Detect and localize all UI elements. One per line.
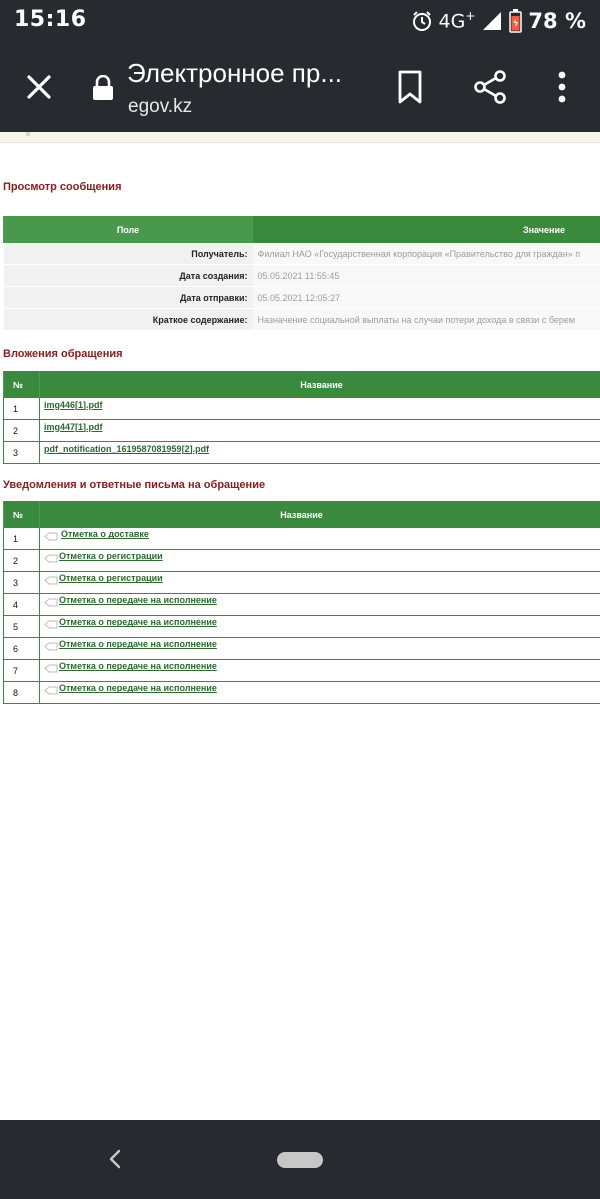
row-number: 6 [4,638,40,660]
number-column-header: № [4,371,40,398]
status-icons [411,6,586,36]
notification-link[interactable]: Отметка о регистрации [59,551,163,562]
status-time: 15:16 [14,7,87,32]
tag-icon [44,532,58,541]
network-type: 4G+ [438,9,476,33]
page-title: Электронное пр... [127,58,343,88]
table-row [4,442,600,464]
tag-icon [44,620,58,629]
tag-icon [44,664,58,673]
notification-link[interactable]: Отметка о передаче на исполнение [59,683,217,694]
notifications-table [3,501,600,704]
recipient-value: Филиал НАО «Государственная корпорация «Правительство для граждан» п [253,243,600,265]
notification-link[interactable]: Отметка о передаче на исполнение [59,595,217,606]
table-row [4,594,600,616]
attachment-link[interactable]: img446[1].pdf [44,399,103,410]
table-row [4,682,600,704]
row-number: 4 [4,594,40,616]
close-icon[interactable] [22,70,56,104]
tag-icon [44,686,58,695]
sent-date-value: 05.05.2021 12:05:27 [253,287,600,309]
message-details-table [3,216,600,331]
page-top-strip [0,132,600,143]
notifications-heading: Уведомления и ответные письма на обращение [3,479,266,491]
home-pill-button[interactable] [277,1152,323,1168]
summary-value: Назначение социальной выплаты на случаи потери дохода в связи с берем [253,309,600,331]
table-row [4,528,600,550]
row-number: 1 [4,528,40,550]
row-number: 3 [4,572,40,594]
lock-icon [92,75,114,101]
alarm-icon [411,10,433,32]
battery-icon [509,9,522,33]
system-navigation-bar [0,1120,600,1199]
notification-link[interactable]: Отметка о передаче на исполнение [59,661,217,672]
status-bar [0,0,600,42]
message-row-summary [4,309,600,331]
bookmark-icon[interactable] [396,69,424,105]
created-date-value: 05.05.2021 11:55:45 [253,265,600,287]
row-number: 2 [4,420,40,442]
notification-link[interactable]: Отметка о передаче на исполнение [59,639,217,650]
tag-icon [44,598,58,607]
value-column-header: Значение [253,216,600,243]
page-url[interactable]: egov.kz [128,96,193,117]
row-number: 1 [4,398,40,420]
notification-link[interactable]: Отметка о передаче на исполнение [59,617,217,628]
row-number: 3 [4,442,40,464]
table-row [4,420,600,442]
attachments-heading: Вложения обращения [3,348,123,360]
table-row [4,572,600,594]
field-column-header: Поле [4,216,253,243]
table-row [4,638,600,660]
table-row [4,616,600,638]
signal-icon [481,10,503,32]
tag-icon [44,576,58,585]
share-icon[interactable] [472,69,508,105]
table-row [4,660,600,682]
table-row [4,398,600,420]
row-number: 7 [4,660,40,682]
tag-icon [44,642,58,651]
notification-link[interactable]: Отметка о доставке [61,529,149,540]
summary-label: Краткое содержание: [4,309,253,331]
more-options-icon[interactable] [550,69,574,105]
created-date-label: Дата создания: [4,265,253,287]
attachments-table-header [4,371,600,398]
table-row [4,550,600,572]
message-row-created [4,265,600,287]
message-row-sent [4,287,600,309]
tag-icon [44,554,58,563]
name-column-header: Название [40,501,600,528]
message-row-recipient [4,243,600,265]
attachments-table [3,371,600,464]
back-icon[interactable] [106,1148,124,1170]
browser-toolbar [0,42,600,132]
view-message-heading: Просмотр сообщения [3,181,122,193]
battery-level: 78 % [528,9,586,33]
row-number: 2 [4,550,40,572]
row-number: 5 [4,616,40,638]
name-column-header: Название [40,371,600,398]
attachment-link[interactable]: img447[1].pdf [44,421,103,432]
number-column-header: № [4,501,40,528]
notifications-table-header [4,501,600,528]
message-table-header [4,216,600,243]
attachment-link[interactable]: pdf_notification_1619587081959[2].pdf [44,443,210,454]
sent-date-label: Дата отправки: [4,287,253,309]
row-number: 8 [4,682,40,704]
recipient-label: Получатель: [4,243,253,265]
notification-link[interactable]: Отметка о регистрации [59,573,163,584]
